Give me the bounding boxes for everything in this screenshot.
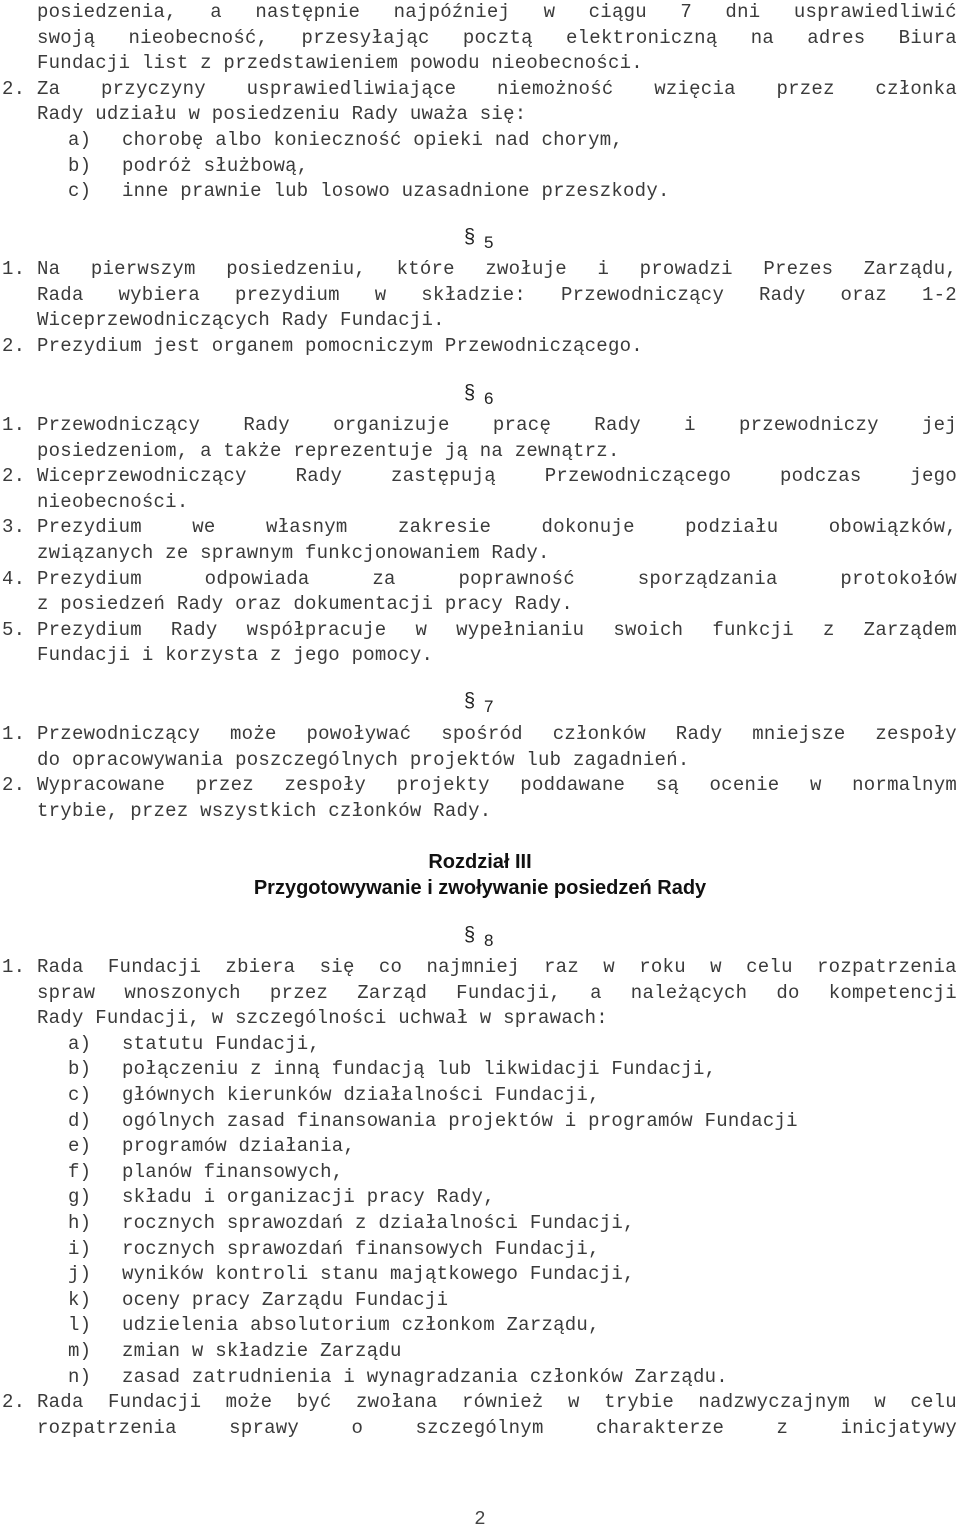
list-item-letter: j): [68, 1263, 92, 1286]
list-item-letter: f): [68, 1160, 92, 1183]
text-line: Rady udziału w posiedzeniu Rady uważa się:: [37, 103, 527, 126]
list-item-text: ogólnych zasad finansowania projektów i programów Fundacji: [122, 1109, 798, 1132]
list-item-letter: b): [68, 1058, 92, 1081]
section-number: 8: [484, 931, 494, 950]
text-line: nieobecności.: [37, 490, 189, 513]
section-symbol: §: [464, 924, 476, 946]
paragraph-number: 1.: [2, 258, 26, 280]
text-line: Wypracowane przez zespoły projekty poddawane są ocenie w normalnym: [37, 774, 957, 797]
list-item-text: udzielenia absolutorium członkom Zarządu,: [122, 1314, 600, 1337]
list-item-letter: c): [68, 1084, 92, 1106]
list-item-text: chorobę albo konieczność opieki nad chorym,: [122, 129, 624, 151]
text-line: Fundacji i korzysta z jego pomocy.: [37, 644, 434, 667]
text-line: z posiedzeń Rady oraz dokumentacji pracy Rady.: [37, 593, 573, 616]
chapter-title: Rozdział III: [428, 851, 532, 873]
text-line: Za przyczyny usprawiedliwiające niemożność wzięcia przez członka: [37, 77, 957, 100]
list-item-letter: a): [68, 129, 92, 151]
text-line: posiedzenia, a następnie najpóźniej w ciągu 7 dni usprawiedliwić: [37, 1, 957, 23]
paragraph-number: 1.: [2, 723, 26, 745]
chapter-subtitle: Przygotowywanie i zwoływanie posiedzeń Rady: [253, 877, 707, 899]
text-line: Prezydium Rady współpracuje w wypełnianiu swoich funkcji z Zarządem: [37, 618, 957, 641]
paragraph-number: 5.: [2, 618, 26, 641]
list-item-text: planów finansowych,: [122, 1160, 344, 1183]
section-heading: [464, 690, 504, 716]
list-item-text: głównych kierunków działalności Fundacji,: [122, 1084, 600, 1106]
list-item-text: oceny pracy Zarządu Fundacji: [122, 1288, 449, 1311]
section-symbol: §: [464, 382, 476, 404]
text-line: Rada Fundacji może być zwołana również w trybie nadzwyczajnym w celu: [37, 1391, 957, 1414]
list-item-letter: h): [68, 1212, 92, 1234]
list-item-letter: g): [68, 1186, 92, 1209]
text-line: do opracowywania poszczególnych projektów lub zagadnień.: [37, 748, 690, 771]
text-line: posiedzeniom, a także reprezentuje ją na zewnątrz.: [37, 439, 620, 462]
text-line: Prezydium odpowiada za poprawność sporządzania protokołów: [37, 567, 957, 590]
list-item-text: zasad zatrudnienia i wynagradzania członków Zarządu.: [122, 1365, 728, 1388]
list-item-letter: m): [68, 1340, 92, 1362]
section-number: 7: [484, 697, 494, 716]
list-item-text: programów działania,: [122, 1135, 356, 1158]
text-line: spraw wnoszonych przez Zarząd Fundacji, a należących do kompetencji: [37, 981, 957, 1004]
section-symbol: §: [464, 226, 476, 248]
paragraph-number: 3.: [2, 516, 26, 539]
page-number: 2: [474, 1508, 486, 1530]
paragraph-number: 1.: [2, 956, 26, 978]
paragraph-number: 4.: [2, 567, 26, 590]
list-item-text: połączeniu z inną fundacją lub likwidacji Fundacji,: [122, 1058, 717, 1081]
section-symbol: §: [464, 690, 476, 712]
list-item-text: rocznych sprawozdań finansowych Fundacji,: [122, 1237, 600, 1260]
section-number: 6: [484, 389, 494, 408]
text-line: Rady Fundacji, w szczególności uchwał w sprawach:: [37, 1007, 608, 1030]
text-line: Wiceprzewodniczących Rady Fundacji.: [37, 309, 445, 332]
text-line: Wiceprzewodniczący Rady zastępują Przewodniczącego podczas jego: [37, 465, 957, 488]
list-item-text: rocznych sprawozdań z działalności Fundacji,: [122, 1212, 635, 1234]
text-line: rozpatrzenia sprawy o szczególnym charakterze z inicjatywy: [37, 1416, 957, 1439]
list-item-letter: n): [68, 1365, 92, 1388]
list-item-letter: k): [68, 1288, 92, 1311]
list-item-letter: i): [68, 1237, 92, 1260]
paragraph-number: 2.: [2, 774, 26, 797]
text-line: związanych ze sprawnym funkcjonowaniem Rady.: [37, 542, 550, 564]
text-line: Rada Fundacji zbiera się co najmniej raz w roku w celu rozpatrzenia: [37, 956, 957, 978]
section-heading: [464, 226, 504, 252]
list-item-text: podróż służbową,: [122, 154, 309, 177]
text-line: Rada wybiera prezydium w składzie: Przewodniczący Rady oraz 1-2: [37, 283, 957, 306]
paragraph-number: 2.: [2, 77, 26, 100]
list-item-text: wyników kontroli stanu majątkowego Fundacji,: [122, 1263, 635, 1286]
list-item-letter: e): [68, 1135, 92, 1158]
text-line: Fundacji list z przedstawieniem powodu nieobecności.: [37, 52, 643, 75]
text-line: trybie, przez wszystkich członków Rady.: [37, 799, 492, 822]
paragraph-number: 2.: [2, 1391, 26, 1414]
section-heading: [464, 382, 504, 408]
text-line: swoją nieobecność, przesyłając pocztą elektroniczną na adres Biura: [37, 26, 957, 49]
text-line: Przewodniczący może powoływać spośród członków Rady mniejsze zespoły: [37, 723, 957, 745]
list-item-text: składu i organizacji pracy Rady,: [122, 1186, 495, 1209]
section-number: 5: [484, 233, 494, 252]
section-heading: [464, 924, 504, 950]
text-line: Przewodniczący Rady organizuje pracę Rady i przewodniczy jej: [37, 414, 957, 436]
text-line: Na pierwszym posiedzeniu, które zwołuje i prowadzi Prezes Zarządu,: [37, 258, 957, 280]
text-line: Prezydium jest organem pomocniczym Przewodniczącego.: [37, 334, 643, 357]
paragraph-number: 2.: [2, 465, 26, 488]
paragraph-number: 1.: [2, 414, 26, 436]
list-item-letter: a): [68, 1032, 92, 1055]
paragraph-number: 2.: [2, 334, 26, 357]
list-item-text: statutu Fundacji,: [122, 1032, 321, 1055]
list-item-letter: b): [68, 154, 92, 177]
list-item-letter: c): [68, 180, 92, 203]
list-item-text: inne prawnie lub losowo uzasadnione przeszkody.: [122, 180, 670, 203]
text-line: Prezydium we własnym zakresie dokonuje podziału obowiązków,: [37, 516, 957, 539]
list-item-text: zmian w składzie Zarządu: [122, 1340, 402, 1362]
list-item-letter: l): [68, 1314, 92, 1337]
list-item-letter: d): [68, 1109, 92, 1132]
